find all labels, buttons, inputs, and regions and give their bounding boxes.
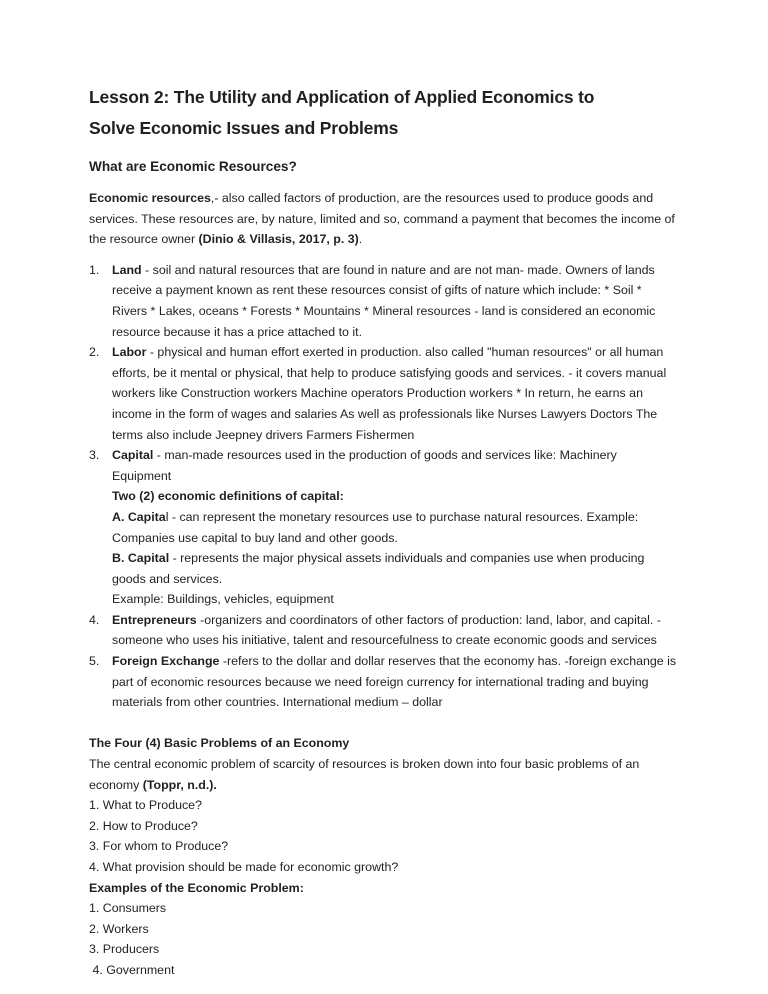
factors-of-production-list [89, 260, 678, 713]
list-item-content [112, 263, 655, 339]
intro-body-text: ,- also called factors of production, are the resources used to produce goods and services. These resources are, by nature, limited and so, command a payment that becomes the income of the resource owner [89, 191, 675, 247]
list-item-content [112, 654, 676, 709]
list-item [89, 651, 678, 713]
problems-item-3: 3. For whom to Produce? [89, 839, 229, 854]
list-marker: 3. [89, 448, 100, 463]
list-marker: 4. [89, 612, 100, 627]
list-item-term: Capital [112, 448, 154, 463]
problems-section-heading: The Four (4) Basic Problems of an Economy [89, 736, 350, 751]
list-item-content [112, 345, 666, 441]
capital-definition-b-label: B. Capital [112, 551, 170, 566]
list-item-term: Labor [112, 345, 147, 360]
intro-lead-term: Economic resources [89, 191, 211, 205]
problems-intro-text: The central economic problem of scarcity of resources is broken down into four basic problems of an economy [89, 757, 643, 792]
capital-example-text: Example: Buildings, vehicles, equipment [112, 592, 334, 607]
list-marker: 1. [89, 262, 100, 277]
intro-body-end: . [358, 232, 363, 247]
list-item-term: Land [112, 262, 142, 277]
capital-example-line [112, 589, 678, 610]
examples-section-heading: Examples of the Economic Problem: [89, 880, 304, 895]
list-item-term: Entrepreneurs [112, 612, 197, 627]
list-item-term: Foreign Exchange [112, 654, 220, 669]
intro-paragraph [89, 188, 678, 250]
examples-item-3: 3. Producers [89, 942, 160, 957]
problems-item-4: 4. What provision should be made for economic growth? [89, 860, 399, 874]
capital-definition-b [112, 548, 678, 589]
capital-definition-a [112, 507, 678, 548]
list-item-description: -organizers and coordinators of other factors of production: land, labor, and capital. - someone who uses his initiative, talent and resourcefulness to create economic goods and services [112, 612, 661, 648]
capital-definition-a-text: l - can represent the monetary resources use to purchase natural resources. Example: Companies use capital to buy land and other goods. [112, 509, 639, 545]
list-item-content [112, 448, 617, 483]
examples-item-1: 1. Consumers [89, 901, 167, 916]
section-heading-economic-resources: What are Economic Resources? [89, 159, 297, 174]
list-item [89, 445, 678, 610]
problems-section-intro [89, 754, 678, 795]
problems-section [89, 733, 678, 877]
problems-item-2: 2. How to Produce? [89, 818, 198, 833]
page-title-line-1: Lesson 2: The Utility and Application of Applied Economics to [89, 87, 595, 107]
page-title [89, 82, 678, 144]
page-title-line-2: Solve Economic Issues and Problems [89, 118, 399, 138]
capital-definition-a-label: A. Capita [112, 509, 166, 524]
problems-item-1: 1. What to Produce? [89, 798, 202, 813]
list-marker: 2. [89, 345, 100, 360]
problems-intro-citation: (Toppr, n.d.). [142, 777, 217, 792]
intro-citation: (Dinio & Villasis, 2017, p. 3) [198, 232, 359, 247]
capital-definition-heading [112, 486, 678, 507]
list-item [89, 342, 678, 445]
examples-section [89, 878, 678, 981]
list-marker: 5. [89, 654, 100, 669]
list-item-description: - physical and human effort exerted in production. also called "human resources" or all human efforts, be it mental or physical, that help to produce satisfying goods and services. - it covers manual workers like Construction workers Machine operators Production workers * In return, he earns an income in the form of wages and salaries As well as professionals like Nurses Lawyers Doctors The terms also include Jeepney drivers Farmers Fishermen [112, 345, 667, 442]
examples-item-2: 2. Workers [89, 921, 149, 936]
capital-definition-b-text: - represents the major physical assets individuals and companies use when producing goods and services. [112, 551, 645, 586]
examples-item-4: 4. Government [89, 962, 175, 977]
list-item-content [112, 613, 661, 648]
list-item [89, 610, 678, 651]
list-item [89, 260, 678, 342]
list-item-description: - soil and natural resources that are found in nature and are not man- made. Owners of lands receive a payment known as rent these resources consist of gifts of nature which include: * Soil * Rivers * Lakes, oceans * Forests * Mountains * Mineral resources - land is considered an economic resource because it has a price attached to it. [112, 262, 656, 339]
list-item-description: - man-made resources used in the production of goods and services like: Machinery Equipment [112, 448, 617, 483]
section-spacer [89, 713, 678, 734]
capital-definition-heading-text: Two (2) economic definitions of capital: [112, 489, 344, 504]
list-item-description: -refers to the dollar and dollar reserves that the economy has. -foreign exchange is part of economic resources because we need foreign currency for international trading and buying materials from other countries. International medium – dollar [112, 654, 677, 710]
